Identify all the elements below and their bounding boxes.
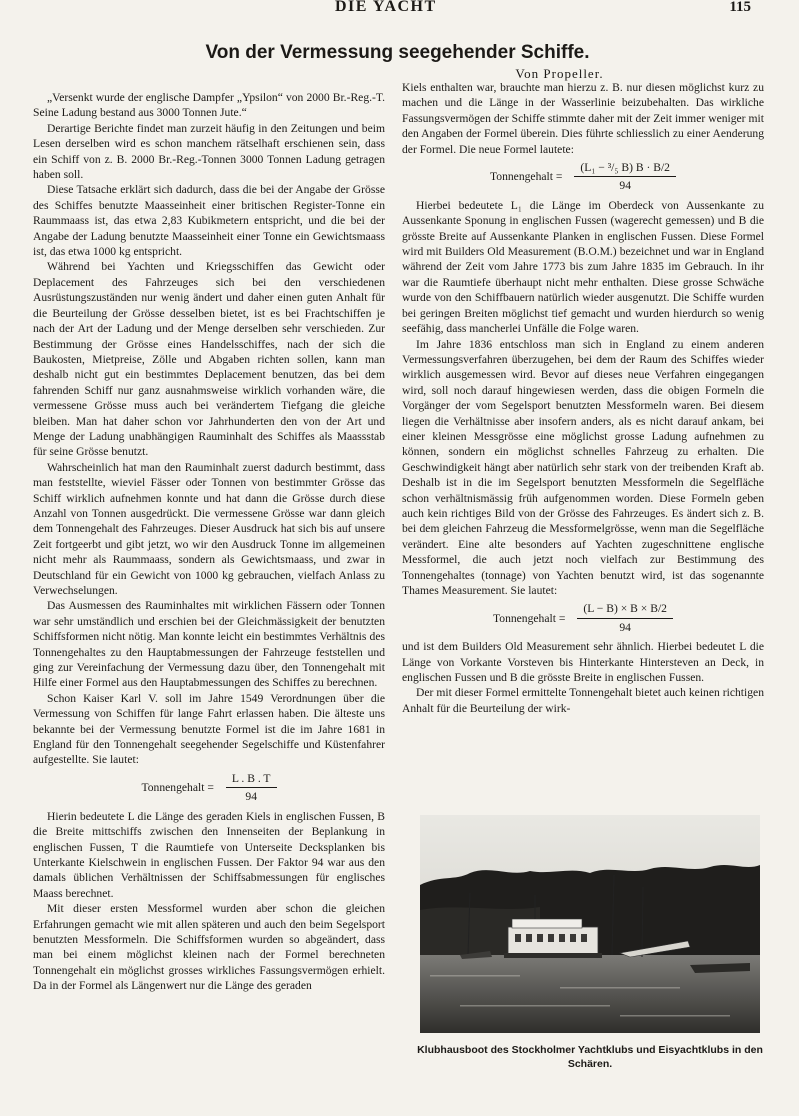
page-number: 115 bbox=[729, 0, 751, 15]
formula-lbt bbox=[33, 771, 385, 805]
journal-title: DIE YACHT bbox=[335, 0, 437, 15]
formula-fraction bbox=[577, 601, 673, 635]
paragraph: Diese Tatsache erklärt sich dadurch, dass die bei der Angabe der Grösse des Schiffes benutzte Maasseinheit einer britischen Register-Tonne ein Raummaass ist, das etwa 2,83 Kubikmetern entspricht, und die bei der Angabe der Ladung benutzte Maasseinheit einer Tonne ein Gewichtsmaass ist, das etwa 1000 kg entspricht. bbox=[33, 183, 385, 259]
left-column bbox=[33, 90, 385, 994]
paragraph: Wahrscheinlich hat man den Rauminhalt zuerst dadurch bestimmt, dass man feststellte, wieviel Fässer oder Tonnen von bestimmter Grösse das Schiff wirklich aufnehmen konnte und hat dann die Grösse durch diese Anzahl von Tonnen ausgedrückt. Die vermessene Grösse war dann gleich dem Tonnengehalt des Fahrzeuges. Dieser Ausdruck hat sich bis auf unsere Zeit fortgeerbt und gibt jetzt, wo wir den Ausdruck Tonne im allgemeinen nicht mehr als Raummaass, sondern als Gewichtsmaass, und zwar in Deutschland für ein Gewicht von 1000 kg gebrauchen, vielfach Anlass zu Verwechselungen. bbox=[33, 460, 385, 597]
formula-lhs: Tonnengehalt = bbox=[141, 781, 214, 795]
formula-bom bbox=[402, 160, 764, 194]
formula-denominator: 94 bbox=[245, 790, 257, 804]
photo-illustration bbox=[420, 815, 760, 1033]
paragraph: Während bei Yachten und Kriegsschiffen das Gewicht oder Deplacement des Fahrzeuges sich bei den verschiedenen Ausrüstungszuständen nur wenig ändert und daher einen guten Anhalt für die Beurteilung der Grösse desselben bietet, ist es bei Frachtschiffen je nach der Art der Ladung und der Menge derselben sehr verschieden. Zur Bestimmung der Grösse eines Handelsschiffes, nach der sich die Baukosten, Mietpreise, Zölle und Abgaben richten sollen, kann man deshalb nicht gut ein bestimmtes Deplacement benutzen, das bei dem fahrenden Schiff nur ganz ausnahmsweise wirklich vorhanden wäre, die vermessene Grösse muss auch bei verändertem Tiefgang die gleiche bleiben. Man hat daher schon vor Jahrhunderten den von der Art und Menge der Ladung unabhängigen Rauminhalt des Schiffes als Maassstab für seine Grösse benutzt. bbox=[33, 260, 385, 459]
formula-fraction bbox=[226, 771, 277, 805]
paragraph: Das Ausmessen des Rauminhaltes mit wirklichen Fässern oder Tonnen war sehr umständlich und erschien bei der Gleichmässigkeit der benutzten Schiffsformen nicht nötig. Man konnte leicht ein bestimmtes Verhältnis des Tonnengehaltes zu den Hauptabmessungen der Fahrzeuge feststellen und ging zur Vereinfachung der Vermessung dazu über, den Tonnengehalt mit Hilfe einer Formel aus den Hauptabmessungen des Schiffes zu berechnen. bbox=[33, 599, 385, 690]
paragraph: Schon Kaiser Karl V. soll im Jahre 1549 Verordnungen über die Vermessung von Schiffen für lange Fahrt erlassen haben. Die älteste uns bekannte bei der Vermessung benutzte Formel ist die im Jahre 1681 in England für den Tonnengehalt seegehender Segelschiffe und Küstenfahrer aufgestellte. Sie lautet: bbox=[33, 691, 385, 767]
paragraph: Im Jahre 1836 entschloss man sich in England zu einem anderen Vermessungsverfahren überzugehen, bei dem der Raum des Schiffes wieder wirklich ausgemessen wird. Bevor auf dieses neue Verfahren eingegangen wird, soll noch darauf hingewiesen werden, dass die obigen Formeln die Vorgänger der vom Segelsport benutzten Messformeln waren. Bei diesem liegen die Verhältnisse aber insofern anders, als es nicht darauf ankam, bei einer kleinen Messgrösse eine möglichst grosse Ladung aufnehmen zu können, sondern ein möglichst schnelles Fahrzeug zu erhalten. Die Geschwindigkeit hängt aber natürlich sehr stark von der treibenden Kraft ab. Deshalb ist in die im Segelsport benutzten Messformeln die Segelfläche schon verhältnismässig früh aufgenommen worden. Diese Formeln geben auch kein richtiges Bild von der Grösse des Fahrzeuges. Es ändert sich z. B. bei dem gleichen Fahrzeug die Messformelgrösse, wenn man die Segelfläche verändert. Eine alte besonders auf Yachten zugeschnittene englische Messformel, die auch jetzt noch vielfach zur Bestimmung des Tonnengehaltes (tonnage) von Yachten benutzt wird, ist das sogenannte Thames Measurement. Sie lautet: bbox=[402, 337, 764, 597]
running-header bbox=[0, 0, 799, 18]
formula-lhs: Tonnengehalt = bbox=[493, 611, 566, 625]
formula-numerator: L . B . T bbox=[226, 771, 277, 788]
formula-numerator: (L₁ − ³/₅ B) B · B/2 bbox=[574, 160, 676, 177]
formula-numerator: (L − B) × B × B/2 bbox=[577, 601, 673, 618]
paragraph: „Versenkt wurde der englische Dampfer „Ypsilon“ von 2000 Br.-Reg.-T. Seine Ladung bestand aus 3000 Tonnen Jute.“ bbox=[33, 91, 385, 120]
article-author: Von Propeller. bbox=[515, 66, 604, 81]
paragraph: Der mit dieser Formel ermittelte Tonnengehalt bietet auch keinen richtigen Anhalt für die Beurteilung der wirk- bbox=[402, 686, 764, 715]
formula-thames bbox=[402, 601, 764, 635]
paragraph: und ist dem Builders Old Measurement sehr ähnlich. Hierbei bedeutet L die Länge von Vorkante Vorsteven bis Hinterkante Hintersteven an Deck, in englischen Fussen und B die grösste Breite in englischen Fussen. bbox=[402, 640, 764, 685]
formula-lhs: Tonnengehalt = bbox=[490, 170, 563, 184]
paragraph: Kiels enthalten war, brauchte man hierzu z. B. nur diesen möglichst kurz zu machen und die Länge in der Wasserlinie beizubehalten. Das wirkliche Fassungsvermögen der Schiffe stimmte daher mit der Zeit immer weniger mit den Angaben der Formel überein. Dies führte schliesslich zu einer Aenderung der Formel. Die neue Formel lautete: bbox=[402, 81, 764, 156]
formula-denominator: 94 bbox=[619, 620, 631, 634]
paragraph: Mit dieser ersten Messformel wurden aber schon die gleichen Erfahrungen gemacht wie mit allen späteren und auch den beim Segelsport benutzten Messformeln. Die Schiffsformen wurden so abgeändert, dass man bei einem möglichst kleinen nach der Formel berechneten Tonnengehalt ein möglichst grosses wirkliches Fassungsvermögen erhielt. Da in der Formel als Längenwert nur die Länge des geraden bbox=[33, 902, 385, 993]
clubhouse-boat-photo bbox=[420, 815, 760, 1033]
paragraph: Derartige Berichte findet man zurzeit häufig in den Zeitungen und beim Lesen derselben wird es schon manchem rätselhaft erschienen sein, dass ein Schiff von z. B. 2000 Br.-Reg.-Tonnen 3000 Tonnen Ladung getragen haben soll. bbox=[33, 121, 385, 182]
formula-fraction bbox=[574, 160, 676, 194]
paragraph: Hierin bedeutete L die Länge des geraden Kiels in englischen Fussen, B die Breite mittschiffs zwischen den Innenseiten der Beplankung in englischen Fussen, T die Raumtiefe von Unterseite Decksplanken bis Unterkante Kielschwein in englischen Fussen. Der Faktor 94 war aus den damals üblichen Verhältnissen der Schiffsabmessungen für englisches Maass berechnet. bbox=[33, 809, 385, 900]
article-title: Von der Vermessung seegehender Schiffe. bbox=[205, 42, 590, 63]
figure-caption: Klubhausboot des Stockholmer Yachtklubs und Eisyachtklubs in den Schären. bbox=[417, 1044, 763, 1070]
paragraph: Hierbei bedeutete L₁ die Länge im Oberdeck von Aussenkante zu Aussenkante Sponung in englischen Fussen (wagerecht gemessen) und B die grösste Breite auf Aussenkante Planken in englischen Fussen. Diese Formel wird mit Builders Old Measurement (B.O.M.) bezeichnet und war in England während der Zeit vom Jahre 1773 bis zum Jahre 1835 im Gebrauch. In ihr war die Raumtiefe überhaupt nicht mehr enthalten. Diese grosse Schwäche wurde von den Schiffbauern natürlich wieder ausgenutzt. Die Schiffe wurden bei geringen Breiten möglichst tief gemacht und wurden hierdurch so wenig seefähig, dass mancherlei Unfälle die Folge waren. bbox=[402, 198, 764, 336]
formula-denominator: 94 bbox=[619, 179, 631, 193]
right-column bbox=[402, 80, 764, 716]
